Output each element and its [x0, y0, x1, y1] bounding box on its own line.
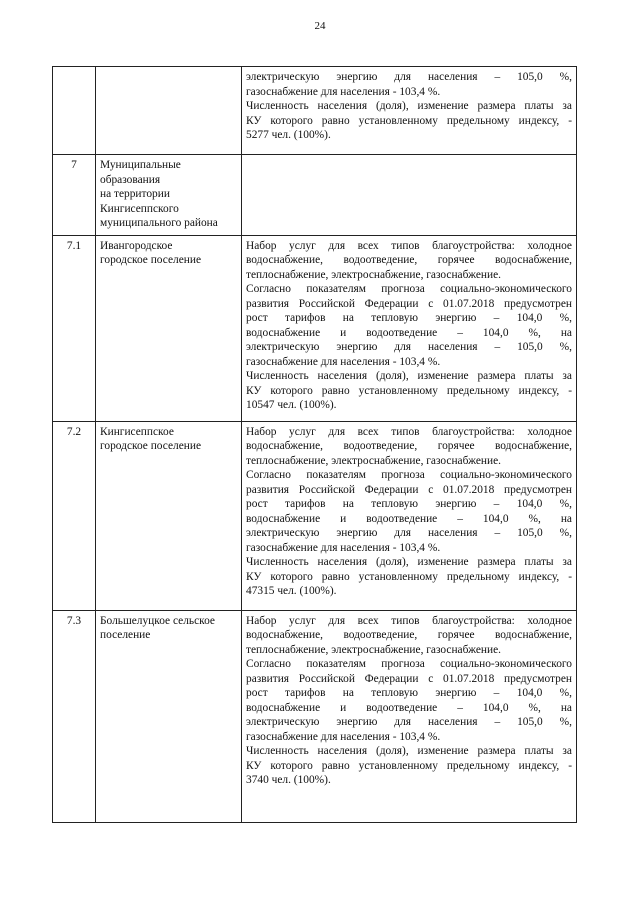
- desc-line: Набор услуг для всех типов благоустройства: холодное: [246, 239, 572, 252]
- desc-line: КУ которого равно установленному предельному индексу, -: [246, 759, 572, 772]
- municipality-name-line: на территории: [100, 188, 170, 200]
- description-cell: [242, 155, 577, 236]
- table-row: [53, 235, 577, 421]
- desc-line: газоснабжение для населения - 103,4 %.: [246, 355, 441, 368]
- municipality-name-line: Ивангородское: [100, 239, 173, 252]
- municipality-cell: [96, 235, 242, 421]
- desc-line: водоснабжение и водоотведение – 104,0 %, на: [246, 512, 572, 525]
- municipality-cell: [96, 155, 242, 236]
- desc-line: развития Российской Федерации с 01.07.2018 предусмотрен: [246, 297, 572, 310]
- desc-line: КУ которого равно установленному предельному индексу, -: [246, 570, 572, 583]
- desc-line: теплоснабжение, электроснабжение, газоснабжение.: [246, 454, 501, 467]
- municipality-name-line: Кингисеппского: [100, 202, 179, 215]
- desc-line: 10547 чел. (100%).: [246, 399, 337, 411]
- desc-line: рост тарифов на тепловую энергию – 104,0 %,: [246, 312, 572, 324]
- desc-line: теплоснабжение, электроснабжение, газоснабжение.: [246, 643, 501, 656]
- desc-line: 3740 чел. (100%).: [246, 774, 331, 786]
- description-cell: [242, 421, 577, 610]
- desc-line: Численность населения (доля), изменение размера платы за: [246, 556, 572, 568]
- desc-line: Согласно показателям прогноза социально-экономического: [246, 469, 572, 481]
- desc-line: 5277 чел. (100%).: [246, 129, 331, 141]
- page-number: 24: [314, 20, 326, 32]
- desc-line: газоснабжение для населения - 103,4 %.: [246, 85, 441, 98]
- desc-line: водоснабжение, водоотведение, горячее водоснабжение,: [246, 440, 572, 452]
- municipality-name-line: городское поселение: [100, 440, 202, 452]
- desc-line: Набор услуг для всех типов благоустройства: холодное: [246, 425, 572, 438]
- municipality-name-line: образования: [100, 173, 161, 186]
- row-number: 7.3: [53, 610, 96, 822]
- table-row: [53, 155, 577, 236]
- desc-line: электрическую энергию для населения – 105,0 %,: [246, 71, 572, 83]
- description-cell: [242, 67, 577, 155]
- desc-line: КУ которого равно установленному предельному индексу, -: [246, 114, 572, 127]
- table-row: [53, 67, 577, 155]
- desc-line: развития Российской Федерации с 01.07.2018 предусмотрен: [246, 483, 572, 496]
- desc-line: водоснабжение, водоотведение, горячее водоснабжение,: [246, 254, 572, 266]
- desc-line: КУ которого равно установленному предельному индексу, -: [246, 384, 572, 397]
- desc-line: водоснабжение, водоотведение, горячее водоснабжение,: [246, 629, 572, 641]
- desc-line: Набор услуг для всех типов благоустройства: холодное: [246, 614, 572, 627]
- row-number: 7.1: [53, 235, 96, 421]
- description-cell: [242, 610, 577, 822]
- municipality-name-line: Кингисеппское: [100, 425, 174, 438]
- table-row: [53, 421, 577, 610]
- municipality-name-line: Большелуцкое сельское: [100, 614, 215, 627]
- desc-line: водоснабжение и водоотведение – 104,0 %, на: [246, 701, 572, 714]
- desc-line: Численность населения (доля), изменение размера платы за: [246, 100, 572, 112]
- municipality-name-line: поселение: [100, 629, 151, 641]
- row-number-cell: [53, 67, 96, 155]
- desc-line: газоснабжение для населения - 103,4 %.: [246, 541, 441, 554]
- desc-line: Численность населения (доля), изменение размера платы за: [246, 745, 572, 757]
- municipality-cell: [96, 67, 242, 155]
- municipality-name-line: городское поселение: [100, 254, 202, 266]
- row-number: 7: [53, 155, 96, 236]
- desc-line: электрическую энергию для населения – 105,0 %,: [246, 527, 572, 539]
- desc-line: развития Российской Федерации с 01.07.2018 предусмотрен: [246, 672, 572, 685]
- desc-line: 47315 чел. (100%).: [246, 585, 337, 597]
- desc-line: рост тарифов на тепловую энергию – 104,0 %,: [246, 498, 572, 510]
- desc-line: электрическую энергию для населения – 105,0 %,: [246, 341, 572, 353]
- municipality-name-line: муниципального района: [100, 217, 218, 229]
- desc-line: рост тарифов на тепловую энергию – 104,0 %,: [246, 687, 572, 699]
- description-cell: [242, 235, 577, 421]
- municipality-cell: [96, 421, 242, 610]
- desc-line: газоснабжение для населения - 103,4 %.: [246, 730, 441, 743]
- municipality-cell: [96, 610, 242, 822]
- desc-line: Согласно показателям прогноза социально-экономического: [246, 658, 572, 670]
- desc-line: Согласно показателям прогноза социально-экономического: [246, 283, 572, 295]
- table-row: [53, 610, 577, 822]
- desc-line: водоснабжение и водоотведение – 104,0 %, на: [246, 326, 572, 339]
- desc-line: электрическую энергию для населения – 105,0 %,: [246, 716, 572, 728]
- desc-line: теплоснабжение, электроснабжение, газоснабжение.: [246, 268, 501, 281]
- row-number: 7.2: [53, 421, 96, 610]
- tariff-table: [52, 66, 577, 823]
- municipality-name-line: Муниципальные: [100, 159, 181, 171]
- desc-line: Численность населения (доля), изменение размера платы за: [246, 370, 572, 382]
